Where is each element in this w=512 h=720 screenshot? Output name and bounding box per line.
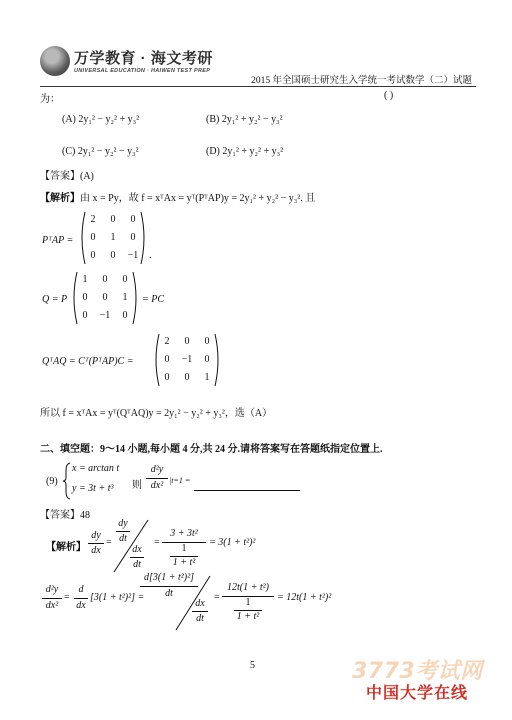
param-eq-x: x = arctan t [72,463,120,474]
fraction-bar [42,598,62,599]
watermark-site: 3773考试网 [352,659,483,684]
matrix-cell: 0 [130,232,136,243]
fraction-bar [130,557,144,558]
dx2: dx² [45,600,59,611]
page-number: 5 [250,660,255,671]
then-word: 则 [132,480,142,491]
dx-inner: dx [132,544,142,555]
matrix-cell: −1 [99,310,111,321]
logo-icon [40,46,70,76]
equals-sign: = [64,592,70,603]
step2-mid-den-den: 1 + t² [236,611,260,622]
matrix-cell: 0 [130,214,136,225]
mid-numerator: 3 + 3t² [170,528,198,539]
dy: dy [91,530,101,541]
dx: dx [91,545,101,556]
matrix-cell: 1 [82,274,88,285]
question-number: (9) [46,476,58,487]
answer-label: 【答案】48 [40,510,90,521]
step2-inner-den: dt [165,588,173,599]
option-c: (C) 2y₁² − y₂² − y₃² [62,146,139,157]
deriv-denominator: dx² [150,480,164,491]
matrix-cell: 2 [164,336,170,347]
matrix-cell: 0 [122,310,128,321]
matrix-cell: 1 [122,292,128,303]
q-matrix [70,270,140,326]
watermark-school: 中国大学在线 [366,683,469,702]
matrix-cell: 0 [122,274,128,285]
matrix-cell: 0 [184,336,190,347]
dy-inner: dy [118,518,128,529]
dt-inner: dt [133,559,141,570]
equals-sign: = [214,592,220,603]
question-lead: 为： [40,94,60,105]
qtaq-matrix [152,332,222,388]
option-d: (D) 2y₁² + y₂² + y₃² [206,146,284,157]
fraction-bar [192,611,208,612]
answer-line [194,476,300,494]
option-a: (A) 2y₁² − y₂² + y₃² [62,114,140,125]
equals-sign: = [106,537,112,548]
matrix-cell: 0 [102,274,108,285]
exam-title: 2015 年全国硕士研究生入学统一考试数学（二）试题 [251,76,472,86]
step2-mid-den-num: 1 [245,597,251,608]
header-divider [40,86,476,87]
matrix-cell: 0 [90,232,96,243]
fraction-bar [74,598,88,599]
ptap-matrix [78,210,148,266]
matrix-cell: 0 [164,372,170,383]
matrix-cell: 0 [82,292,88,303]
period: . [149,250,152,261]
matrix-cell: 0 [82,310,88,321]
dt-inner: dt [119,533,127,544]
step2-result: = 12t(1 + t²)² [277,592,332,603]
matrix-cell: 1 [204,372,210,383]
matrix-cell: 0 [184,372,190,383]
analysis-label: 【解析】 [46,542,86,553]
step2-bracket: [3(1 + t²)²] = [90,592,145,603]
step2-outer-num: dx [195,598,205,609]
deriv-numerator: d²y [150,464,164,475]
brace-left [62,462,72,500]
param-eq-y: y = 3t + t³ [72,483,114,494]
step2-mid-num: 12t(1 + t²) [227,582,269,593]
conclusion: 所以 f = xᵀAx = yᵀ(QᵀAQ)y = 2y₁² − y₂² + y₃²，选（A） [40,408,273,419]
matrix-cell: 1 [110,232,116,243]
matrix-cell: −1 [181,354,193,365]
matrix-cell: 0 [164,354,170,365]
analysis-line-1: 【解析】由 x = Py，故 f = xᵀAx = yᵀ(PᵀAP)y = 2y₁² + y₂² − y₃². 且 [40,193,316,204]
mid-den-den: 1 + t² [172,557,196,568]
equals-sign: = [154,537,160,548]
q-rhs: = PC [142,294,165,305]
matrix-cell: −1 [127,250,139,261]
qtaq-label: QᵀAQ = Cᵀ(PᵀAP)C = [42,356,134,367]
step2-outer-den: dt [196,613,204,624]
d2y: d²y [45,584,59,595]
matrix-cell: 0 [102,292,108,303]
d-op: d [78,584,84,595]
dx-op: dx [76,600,86,611]
matrix-cell: 0 [110,250,116,261]
matrix-cell: 0 [90,250,96,261]
option-b: (B) 2y₁² + y₂² − y₃² [206,114,283,125]
matrix-cell: 0 [110,214,116,225]
answer-label: 【答案】(A) [40,171,94,182]
mid-den-num: 1 [181,543,187,554]
step2-inner-num: d[3(1 + t²)²] [144,572,194,583]
answer-blank: ( ) [384,90,394,101]
logo-subtitle: UNIVERSAL EDUCATION · HAIWEN TEST PREP [74,68,211,74]
matrix-cell: 0 [204,336,210,347]
fraction-bar [146,478,168,479]
section-heading: 二、填空题：9～14 小题,每小题 4 分,共 24 分.请将答案写在答题纸指定位置上. [40,444,383,455]
ptap-label: PᵀAP = [42,235,74,246]
matrix-cell: 0 [204,354,210,365]
logo-text: 万学教育 · 海文考研 [74,50,213,67]
eval-at: |t=1 = [169,476,191,485]
step1-result: = 3(1 + t²)² [209,537,256,548]
fraction-bar [88,543,104,544]
matrix-cell: 2 [90,214,96,225]
q-label: Q = P [42,294,68,305]
